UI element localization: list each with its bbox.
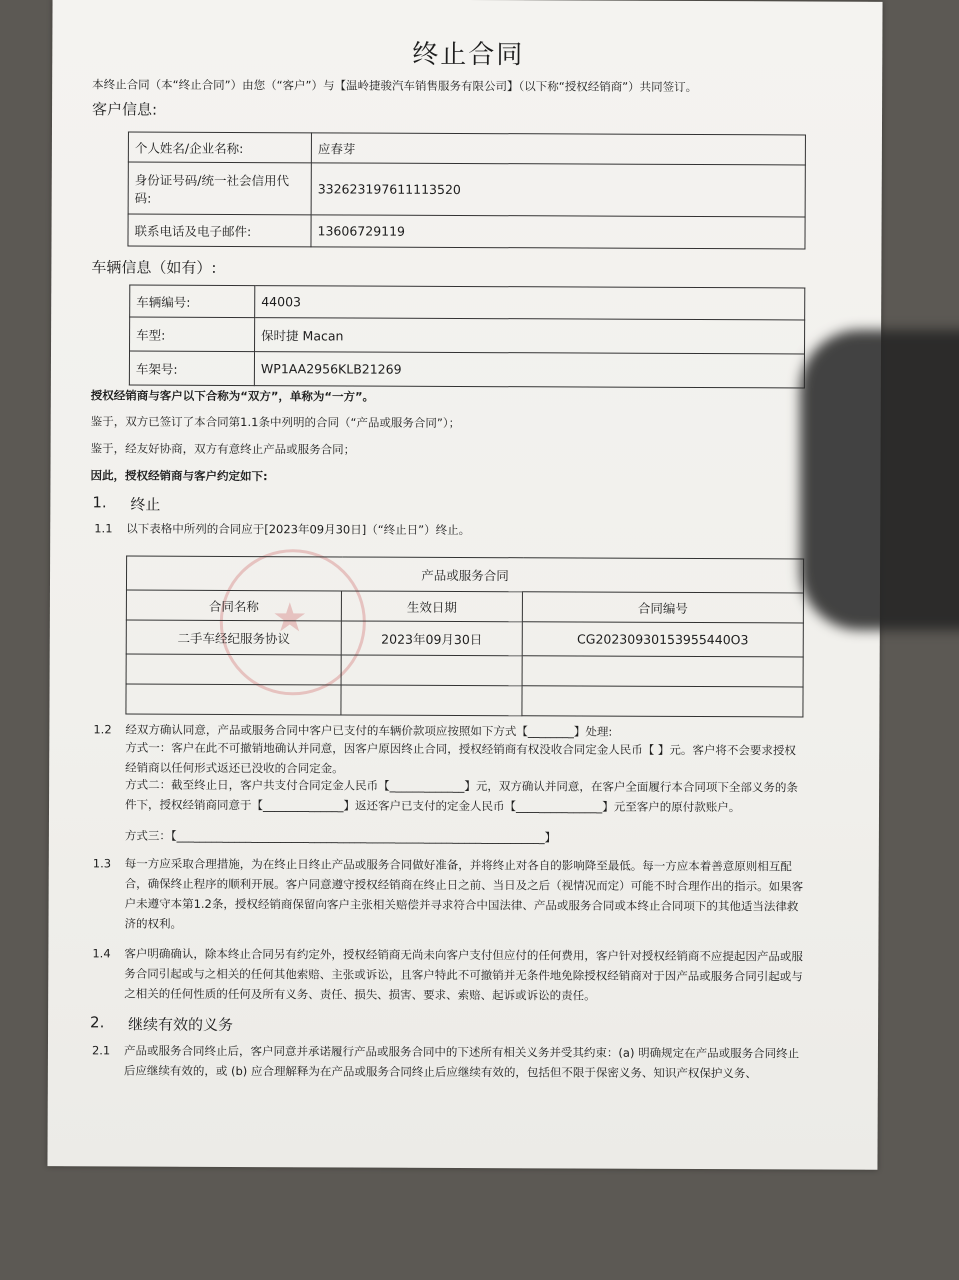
- table-row: [126, 556, 803, 593]
- header-contract-number: 合同编号: [522, 592, 803, 623]
- clause-1-1-number: 1.1: [94, 521, 113, 536]
- cell-empty: [522, 686, 803, 717]
- clause-2-1-text: 产品或服务合同终止后，客户同意并承诺履行产品或服务合同中的下述所有相关义务并受其约束：(a) 明确规定在产品或服务合同终止后应继续有效的，或 (b) 应合理解释为在产品或服务合同终止后应继续有效的，包括但不限于保密义务、知识产权保护义务、: [123, 1043, 800, 1081]
- customer-info-heading: 客户信息:: [92, 100, 158, 119]
- section-1-number: 1.: [92, 493, 107, 512]
- clause-1-3-text: 每一方应采取合理措施，为在终止日终止产品或服务合同做好准备，并将终止对各自的影响降至最低。每一方应本着善意原则相互配合，确保终止程序的顺利开展。客户同意遵守授权经销商在终止日之前、当日及之后（视情况而定）可能不时合理作出的指示。如果客户未遵守本第1.2条，授权经销商保留向客户主张相关赔偿并寻求符合中国法律、产品或服务合同或本终止合同项下的其他适当法律救济的权利。: [124, 856, 804, 931]
- section-2-title: 继续有效的义务: [128, 1015, 234, 1034]
- clause-1-4-text: 客户明确确认，除本终止合同另有约定外，授权经销商无尚未向客户支付但应付的任何费用，客户针对授权经销商不应提起因产品或服务合同引起或与之相关的任何其他索赔、主张或诉讼，且客户特此不可撤销并无条件地免除授权经销商对于因产品或服务合同引起或与之相关的任何性质的任何及所有义务、责任、损失、损害、要求、索赔、起诉或诉讼的责任。: [124, 946, 803, 1003]
- header-contract-name: 合同名称: [126, 590, 341, 621]
- intro-paragraph: 本终止合同（本“终止合同”）由您（“客户”）与【温岭捷骏汽车销售服务有限公司】（以下称“授权经销商”）共同签订。: [92, 77, 698, 95]
- table-row: [129, 351, 804, 388]
- contracts-table: [125, 556, 804, 718]
- clause-1-4-number: 1.4: [92, 946, 111, 961]
- customer-info-table: [127, 132, 805, 250]
- table-row: [128, 132, 805, 165]
- clause-1-2-option-2: 方式二：截至终止日，客户共支付合同定金人民币【_____________】元，双方确认并同意，在客户全面履行本合同项下全部义务的条件下，授权经销商同意于【______________】返还客户已支付的定金人民币【_______________】元至客户的原付款账户。: [125, 777, 798, 815]
- vin-label: 车架号:: [129, 351, 254, 386]
- vehicle-model-value: 保时捷 Macan: [255, 318, 805, 354]
- cell-contract-name: 二手车经纪服务协议: [126, 620, 341, 655]
- section-1-title: 终止: [130, 495, 161, 514]
- id-number-label: 身份证号码/统一社会信用代码:: [128, 162, 311, 215]
- cell-empty: [522, 656, 803, 687]
- whereas-clause-1: 鉴于，双方已签订了本合同第1.1条中列明的合同（“产品或服务合同”）；: [90, 414, 461, 430]
- contact-value: 13606729119: [311, 215, 805, 249]
- id-number-value: 332623197611113520: [311, 163, 805, 217]
- table-row: [130, 285, 805, 320]
- vin-value: WP1AA2956KLB21269: [254, 352, 804, 388]
- table-row: [128, 214, 805, 249]
- cell-empty: [126, 654, 341, 685]
- therefore-clause: 因此，授权经销商与客户约定如下:: [90, 468, 268, 484]
- clause-1-2-option-3: 方式三：【________________________________________________________________】: [124, 828, 557, 845]
- clause-1-2-number: 1.2: [93, 722, 112, 737]
- table-row: [130, 317, 805, 354]
- hand-shadow: [800, 330, 959, 630]
- cell-empty: [341, 655, 522, 686]
- vehicle-info-table: [129, 285, 805, 389]
- table-row: [126, 620, 803, 657]
- customer-name-label: 个人姓名/企业名称:: [128, 132, 311, 163]
- table-row: [126, 684, 803, 717]
- cell-empty: [126, 684, 341, 715]
- header-effective-date: 生效日期: [341, 591, 522, 622]
- clause-2-1-number: 2.1: [91, 1043, 111, 1058]
- cell-contract-number: CG20230930153955440O3: [522, 622, 803, 657]
- seal-star-icon: ★: [271, 595, 308, 642]
- document-title: 终止合同: [412, 39, 525, 71]
- contact-label: 联系电话及电子邮件:: [128, 214, 311, 247]
- customer-name-value: 应春芽: [311, 133, 805, 165]
- vehicle-number-label: 车辆编号:: [130, 285, 255, 318]
- clause-1-1-text: 以下表格中所列的合同应于[2023年09月30日]（“终止日”）终止。: [126, 521, 471, 538]
- vehicle-info-heading: 车辆信息（如有）:: [91, 258, 217, 277]
- vehicle-number-value: 44003: [255, 286, 805, 320]
- section-2-number: 2.: [90, 1013, 105, 1032]
- table-header-row: [126, 590, 803, 623]
- whereas-clause-2: 鉴于，经友好协商，双方有意终止产品或服务合同；: [90, 441, 356, 457]
- clause-1-3-number: 1.3: [92, 856, 112, 871]
- vehicle-model-label: 车型:: [130, 317, 255, 352]
- contract-page: [47, 0, 882, 1170]
- contracts-table-caption: 产品或服务合同: [126, 556, 803, 593]
- clause-1-2-option-1: 方式一：客户在此不可撤销地确认并同意，因客户原因终止合同，授权经销商有权没收合同定金人民币【 】元。客户将不会要求授权经销商以任何形式返还已没收的合同定金。: [125, 740, 796, 776]
- table-row: [126, 654, 803, 687]
- clause-1-2-text: 经双方确认同意，产品或服务合同中客户已支付的车辆价款项应按照如下方式【________】处理:: [125, 722, 613, 739]
- cell-empty: [341, 685, 522, 716]
- table-row: [128, 162, 805, 217]
- parties-definition: 授权经销商与客户以下合称为“双方”，单称为“一方”。: [90, 388, 375, 404]
- cell-effective-date: 2023年09月30日: [341, 621, 522, 656]
